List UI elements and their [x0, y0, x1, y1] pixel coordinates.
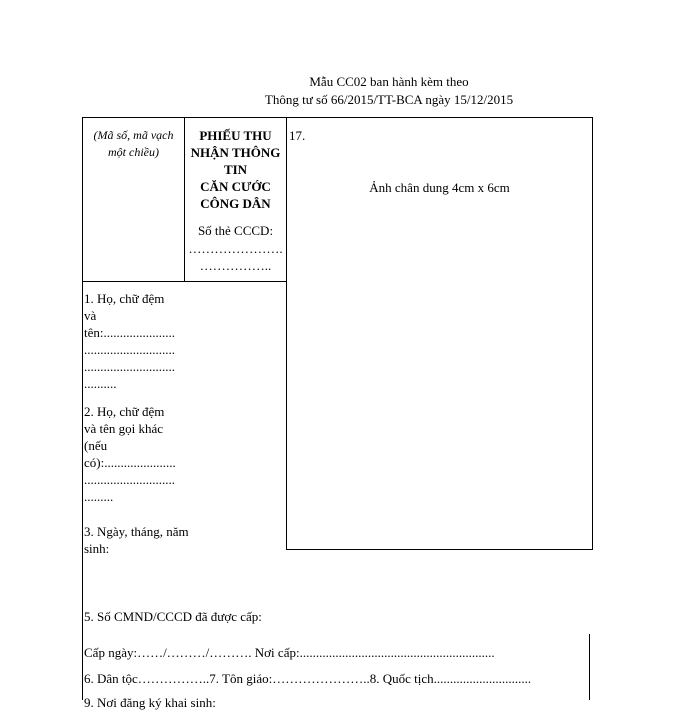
card-number-label: Số thẻ CCCD:: [197, 223, 274, 238]
photo-bottom-border: [286, 549, 593, 550]
ethnicity-religion-nationality-line: 6. Dân tộc……………..7. Tôn giáo:…………………..8. Quốc tịch..............................: [84, 671, 532, 686]
field2-line3: (nếu: [84, 438, 108, 453]
photo-right-border: [592, 117, 593, 550]
field1-line3: tên:......................: [84, 325, 175, 340]
barcode-label-line2: một chiều): [108, 145, 159, 159]
field1-line5: ............................: [84, 359, 175, 374]
form-title-line1: PHIẾU THU: [199, 128, 272, 143]
field2-line4: có):......................: [84, 455, 176, 470]
form-title-line2: NHẬN THÔNG: [190, 145, 281, 160]
field3-line1: 3. Ngày, tháng, năm: [84, 524, 189, 539]
field2-line6: .........: [84, 489, 114, 504]
field1-line6: ..........: [84, 376, 117, 391]
card-number-dots-2: ……………..: [199, 258, 272, 273]
field1-line2: và: [84, 308, 97, 323]
table-left-border: [82, 117, 83, 700]
field2-line1: 2. Họ, chữ đệm: [84, 404, 165, 419]
template-header-line1: Mẫu CC02 ban hành kèm theo: [309, 74, 469, 89]
right-border-lower: [589, 634, 590, 700]
photo-caption: Ảnh chân dung 4cm x 6cm: [369, 180, 510, 195]
form-title-line3: TIN: [223, 162, 248, 177]
field1-line1: 1. Họ, chữ đệm: [84, 291, 165, 306]
field5-label: 5. Số CMND/CCCD đã được cấp:: [84, 609, 262, 624]
form-title-line4: CĂN CƯỚC: [200, 179, 271, 194]
field2-line2: và tên gọi khác: [84, 421, 164, 436]
field3-line2: sinh:: [84, 541, 110, 556]
table-top-border: [82, 117, 593, 118]
issue-date-place-line: Cấp ngày:……/………/………. Nơi cấp:............................................................: [84, 645, 495, 660]
field2-line5: ............................: [84, 472, 175, 487]
birth-registration-line: 9. Nơi đăng ký khai sinh:: [84, 695, 216, 710]
photo-field-number: 17.: [289, 128, 306, 143]
card-number-dots-1: ………………….: [188, 241, 283, 256]
template-header-line2: Thông tư số 66/2015/TT-BCA ngày 15/12/2015: [264, 92, 514, 107]
barcode-label-line1: (Mã số, mã vạch: [93, 128, 174, 142]
field1-line4: ............................: [84, 342, 175, 357]
title-bottom-border: [82, 281, 287, 282]
form-title-line5: CÔNG DÂN: [200, 196, 271, 211]
